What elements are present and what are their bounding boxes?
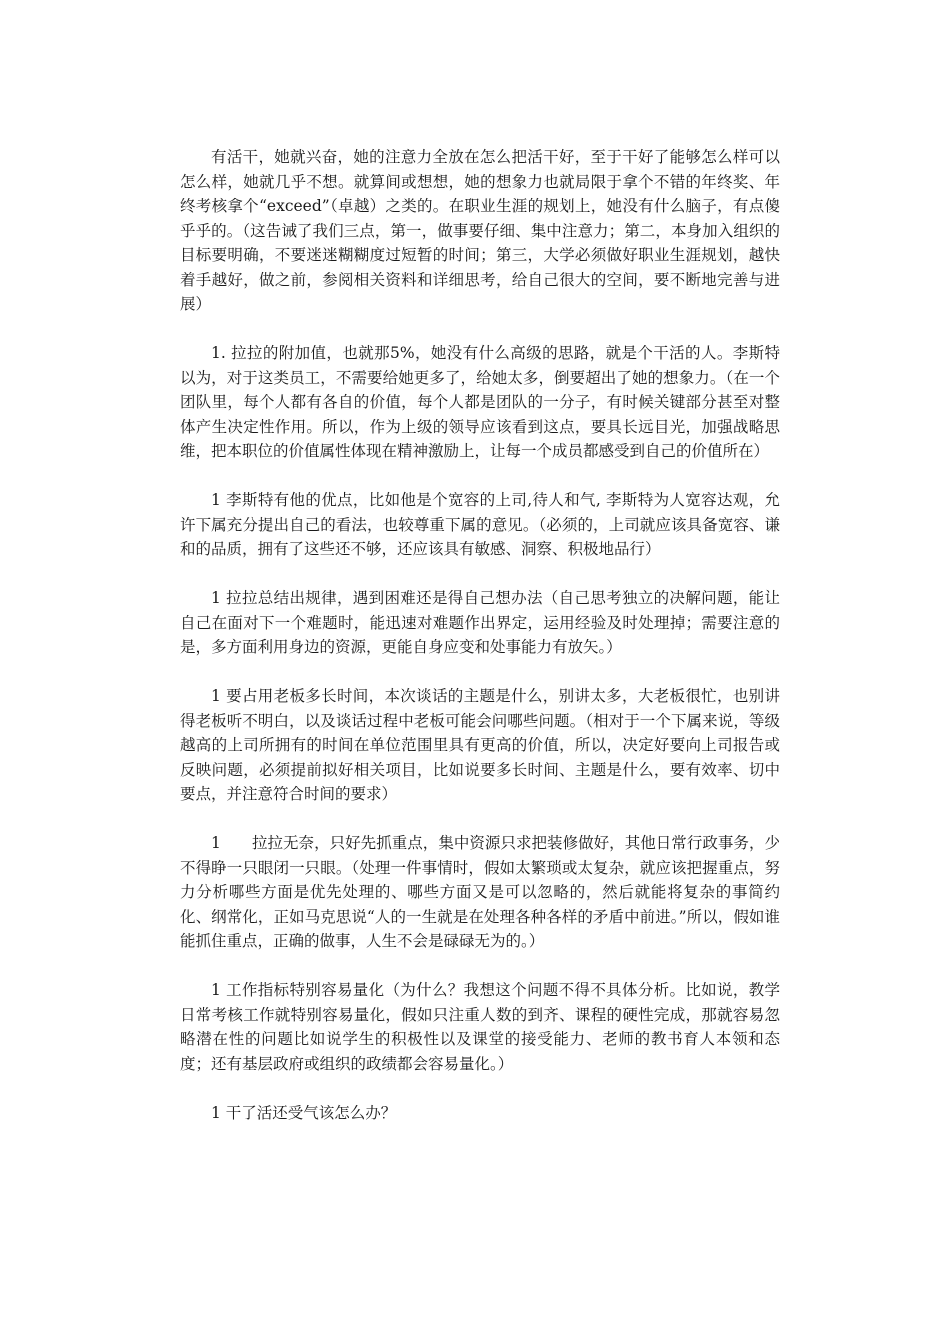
paragraph: 1 工作指标特别容易量化（为什么？我想这个问题不得不具体分析。比如说，教学日常考核工作就特别容易量化，假如只注重人数的到齐、课程的硬性完成，那就容易忽略潜在性的问题比如说学生的积极性以及课堂的接受能力、老师的教书育人本领和态度；还有基层政府或组织的政绩都会容易量化。） [180,981,780,1073]
paragraph: 1 拉拉总结出规律，遇到困难还是得自己想办法（自己思考独立的决解问题，能让自己在面对下一个难题时，能迅速对难题作出界定，运用经验及时处理掉；需要注意的是，多方面利用身边的资源，更能自身应变和处事能力有放矢。） [180,589,780,656]
paragraph: 1 拉拉无奈，只好先抓重点，集中资源只求把装修做好，其他日常行政事务，少不得睁一只眼闭一只眼。（处理一件事情时，假如太繁琐或太复杂，就应该把握重点，努力分析哪些方面是优先处理的、哪些方面又是可以忽略的，然后就能将复杂的事简约化、纲常化，正如马克思说“人的一生就是在处理各种各样的矛盾中前进。”所以，假如谁能抓住重点，正确的做事，人生不会是碌碌无为的。） [180,834,780,950]
paragraph: 有活干，她就兴奋，她的注意力全放在怎么把活干好，至于干好了能够怎么样可以怎么样，她就几乎不想。就算间或想想，她的想象力也就局限于拿个不错的年终奖、年终考核拿个“exceed”（卓越）之类的。在职业生涯的规划上，她没有什么脑子，有点傻乎乎的。（这告诫了我们三点，第一，做事要仔细、集中注意力；第二，本身加入组织的目标要明确，不要迷迷糊糊度过短暂的时间；第三，大学必须做好职业生涯规划，越快着手越好，做之前，参阅相关资料和详细思考，给自己很大的空间，要不断地完善与进展） [180,148,780,313]
document-body [180,145,780,1125]
paragraph: 1 干了活还受气该怎么办？ [211,1103,397,1122]
paragraph: 1. 拉拉的附加值，也就那5%，她没有什么高级的思路，就是个干活的人。李斯特以为，对于这类员工，不需要给她更多了，给她太多，倒要超出了她的想象力。（在一个团队里，每个人都有各自的价值，每个人都是团队的一分子，有时候关键部分甚至对整体产生决定性作用。所以，作为上级的领导应该看到这点，要具长远目光，加强战略思维，把本职位的价值属性体现在精神激励上，让每一个成员都感受到自己的价值所在） [180,344,780,460]
paragraph: 1 要占用老板多长时间，本次谈话的主题是什么，别讲太多，大老板很忙，也别讲得老板听不明白，以及谈话过程中老板可能会问哪些问题。（相对于一个下属来说，等级越高的上司所拥有的时间在单位范围里具有更高的价值，所以，决定好要向上司报告或反映问题，必须提前拟好相关项目，比如说要多长时间、主题是什么，要有效率、切中要点，并注意符合时间的要求） [180,687,780,803]
paragraph: 1 李斯特有他的优点，比如他是个宽容的上司,待人和气, 李斯特为人宽容达观，允许下属充分提出自己的看法，也较尊重下属的意见。（必须的，上司就应该具备宽容、谦和的品质，拥有了这些还不够，还应该具有敏感、洞察、积极地品行） [180,491,780,558]
